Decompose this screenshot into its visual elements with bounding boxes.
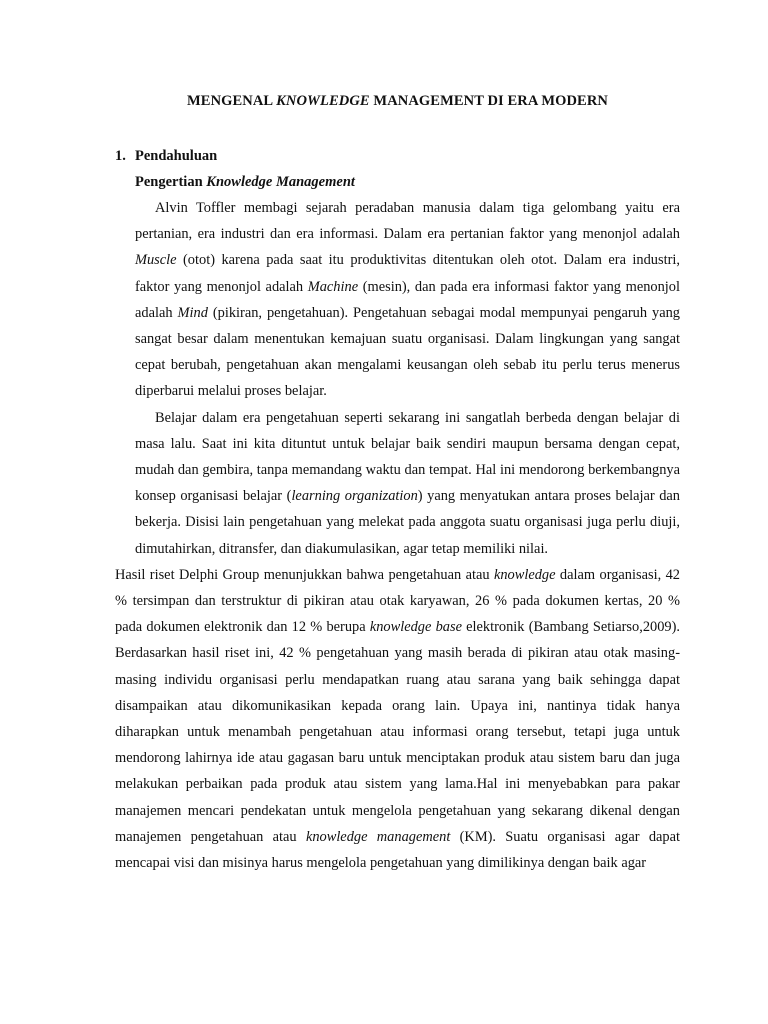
paragraph-2 (135, 405, 680, 562)
paragraph-1-text-2: (otot) karena pada saat itu produktivitas ditentukan oleh otot. Dalam era industri, faktor yang menonjol adalah (135, 252, 680, 295)
subheading-plain: Pengertian (135, 174, 207, 190)
paragraph-1-text-4: (pikiran, pengetahuan). Pengetahuan sebagai modal mempunyai pengaruh yang sangat besar dalam menentukan kemajuan suatu organisasi. Dalam lingkungan yang sangat cepat berubah, pengetahuan akan mengalami keusangan oleh sebab itu perlu terus menerus diperbarui melalui proses belajar. (135, 304, 680, 400)
subheading-italic: Knowledge Management (206, 174, 355, 190)
title-text-part1: MENGENAL (187, 93, 277, 109)
paragraph-1-italic-2: Machine (307, 278, 359, 295)
paragraph-1-text-3: (mesin), dan pada era informasi faktor yang menonjol adalah (135, 278, 680, 321)
paragraph-3-text-2: dalam organisasi, 42 % tersimpan dan terstruktur di pikiran atau otak karyawan, 26 % pada dokumen kertas, 20 % pada dokumen elektronik dan 12 % berupa (115, 566, 680, 636)
section-heading-text: Pendahuluan (135, 148, 218, 164)
document-title (115, 91, 680, 111)
paragraph-3-italic-2: knowledge base (369, 619, 462, 636)
paragraph-3-text-4: (KM). Suatu organisasi agar dapat mencapai visi dan misinya harus mengelola pengetahuan yang dimilikinya dengan baik agar (115, 828, 681, 872)
paragraph-3-italic-3: knowledge management (305, 828, 451, 845)
paragraph-3 (115, 562, 680, 876)
paragraph-1-italic-1: Muscle (135, 252, 177, 269)
paragraph-1 (135, 195, 680, 405)
paragraph-3-text-3: elektronik (Bambang Setiarso,2009). Berdasarkan hasil riset ini, 42 % pengetahuan yang masih berada di pikiran atau otak masing-masing individu organisasi perlu mendapatkan ruang atau sarana yang baik sehingga dapat disampaikan atau dikomunikasikan kepada orang lain. Upaya ini, nantinya tidak hanya diharapkan untuk menambah pengetahuan atau informasi orang tersebut, tetapi juga untuk mendorong lahirnya ide atau gagasan baru untuk menciptakan produk atau sistem baru dan juga melakukan perbaikan pada produk atau sistem yang lama.Hal ini menyebabkan para pakar manajemen mencari pendekatan untuk mengelola pengetahuan yang sekarang dikenal dengan manajemen pengetahuan atau (115, 619, 680, 845)
title-text-part2: MANAGEMENT DI ERA MODERN (369, 93, 608, 109)
section-heading (115, 143, 680, 169)
paragraph-3-text-1: Hasil riset Delphi Group menunjukkan bahwa pengetahuan atau (115, 566, 494, 583)
paragraph-1-italic-3: Mind (177, 304, 208, 321)
paragraph-1-text-1: Alvin Toffler membagi sejarah peradaban manusia dalam tiga gelombang yaitu era pertanian, era industri dan era informasi. Dalam era pertanian faktor yang menonjol adalah (135, 200, 680, 243)
paragraph-3-italic-1: knowledge (493, 566, 556, 583)
subsection-heading (135, 169, 680, 195)
paragraph-2-italic-1: learning organization (291, 488, 418, 505)
paragraph-2-text-1: Belajar dalam era pengetahuan seperti sekarang ini sangatlah berbeda dengan belajar di masa lalu. Saat ini kita dituntut untuk belajar baik sendiri maupun bersama dengan cepat, mudah dan gembira, tanpa memandang waktu dan tempat. Hal ini mendorong berkembangnya konsep organisasi belajar ( (135, 409, 680, 505)
body-text (115, 195, 680, 876)
title-text-italic: KNOWLEDGE (276, 93, 370, 109)
section-number: 1. (115, 148, 126, 164)
paragraph-2-text-2: ) yang menyatukan antara proses belajar dan bekerja. Disisi lain pengetahuan yang melekat pada anggota suatu organisasi juga perlu diuji, dimutahirkan, ditransfer, dan diakumulasikan, agar tetap memiliki nilai. (135, 488, 680, 557)
